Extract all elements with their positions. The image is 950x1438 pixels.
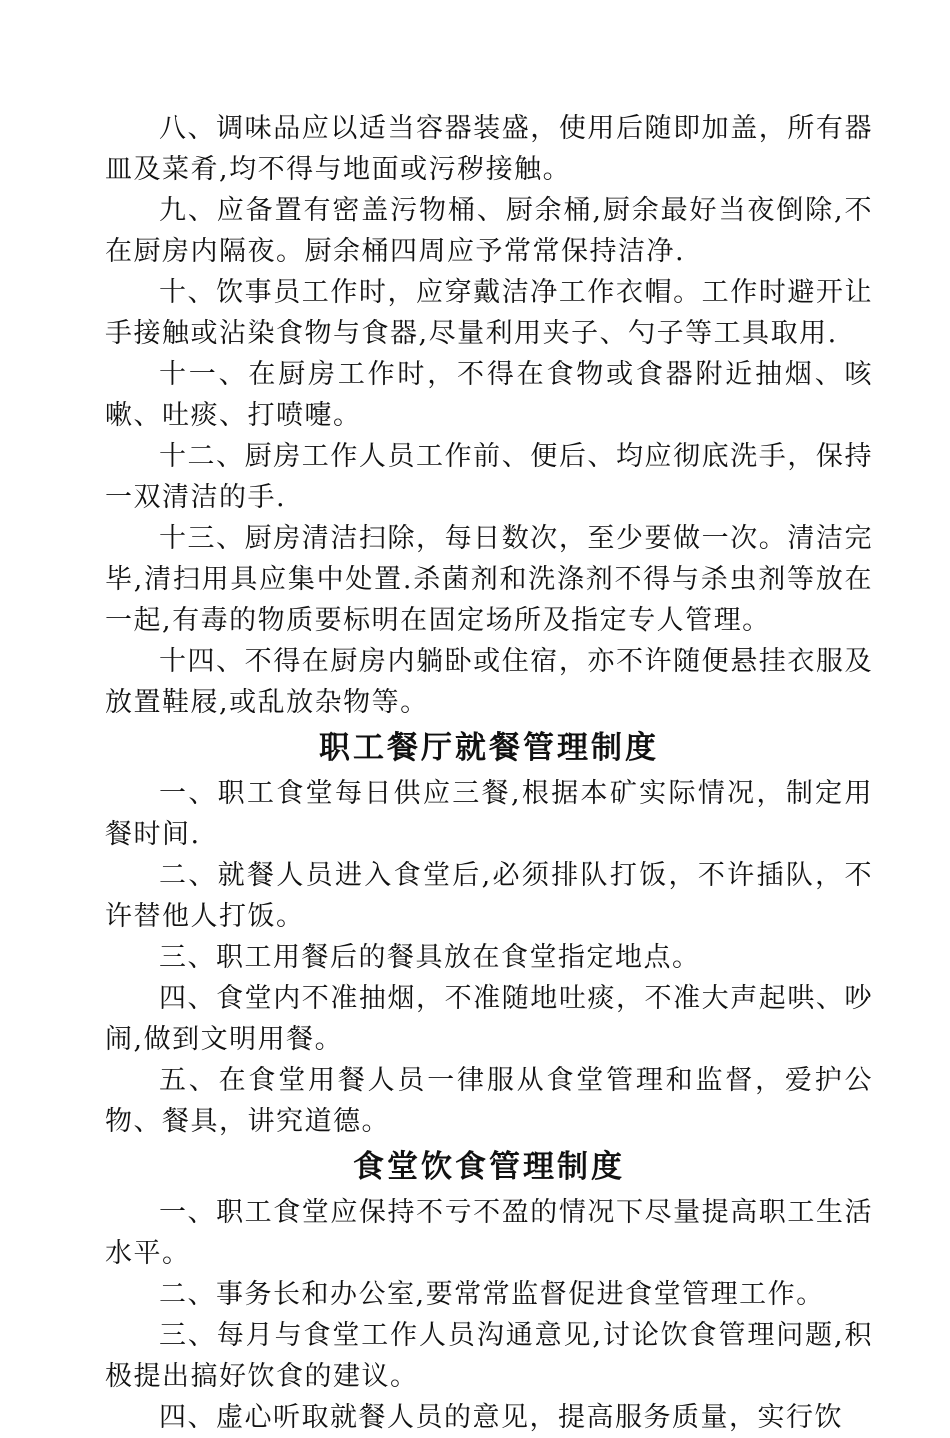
dining-rule-3: 三、职工用餐后的餐具放在食堂指定地点。 <box>159 942 701 973</box>
paragraph-14: 十四、不得在厨房内躺卧或住宿，亦不许随便悬挂衣服及放置鞋屐,或乱放杂物等。 <box>105 646 873 718</box>
section-title-food-management: 食堂饮食管理制度 <box>353 1149 625 1185</box>
paragraph-9: 九、应备置有密盖污物桶、厨余桶,厨余最好当夜倒除,不在厨房内隔夜。厨余桶四周应予常常保持洁净. <box>105 195 873 267</box>
dining-rule-1: 一、职工食堂每日供应三餐,根据本矿实际情况，制定用餐时间. <box>105 778 873 850</box>
section-title-dining-rules: 职工餐厅就餐管理制度 <box>319 730 659 766</box>
food-rule-1: 一、职工食堂应保持不亏不盈的情况下尽量提高职工生活水平。 <box>105 1197 873 1269</box>
paragraph-8: 八、调味品应以适当容器装盛，使用后随即加盖，所有器皿及菜肴,均不得与地面或污秽接触。 <box>105 113 873 185</box>
document-body <box>105 108 873 1438</box>
food-rule-2: 二、事务长和办公室,要常常监督促进食堂管理工作。 <box>159 1279 825 1310</box>
dining-rule-2: 二、就餐人员进入食堂后,必须排队打饭，不许插队，不许替他人打饭。 <box>105 860 873 932</box>
paragraph-13: 十三、厨房清洁扫除，每日数次，至少要做一次。清洁完毕,清扫用具应集中处置.杀菌剂和洗涤剂不得与杀虫剂等放在一起,有毒的物质要标明在固定场所及指定专人管理。 <box>105 523 873 636</box>
dining-rule-5: 五、在食堂用餐人员一律服从食堂管理和监督，爱护公物、餐具，讲究道德。 <box>105 1065 873 1137</box>
paragraph-12: 十二、厨房工作人员工作前、便后、均应彻底洗手，保持一双清洁的手. <box>105 441 873 513</box>
dining-rule-4: 四、食堂内不准抽烟，不准随地吐痰，不准大声起哄、吵闹,做到文明用餐。 <box>105 983 873 1055</box>
food-rule-4: 四、虚心听取就餐人员的意见，提高服务质量，实行饮 <box>159 1402 843 1433</box>
food-rule-3: 三、每月与食堂工作人员沟通意见,讨论饮食管理问题,积极提出搞好饮食的建议。 <box>105 1320 873 1392</box>
paragraph-11: 十一、在厨房工作时，不得在食物或食器附近抽烟、咳嗽、吐痰、打喷嚏。 <box>105 359 873 431</box>
paragraph-10: 十、饮事员工作时，应穿戴洁净工作衣帽。工作时避开让手接触或沾染食物与食器,尽量利用夹子、勺子等工具取用. <box>105 277 873 349</box>
